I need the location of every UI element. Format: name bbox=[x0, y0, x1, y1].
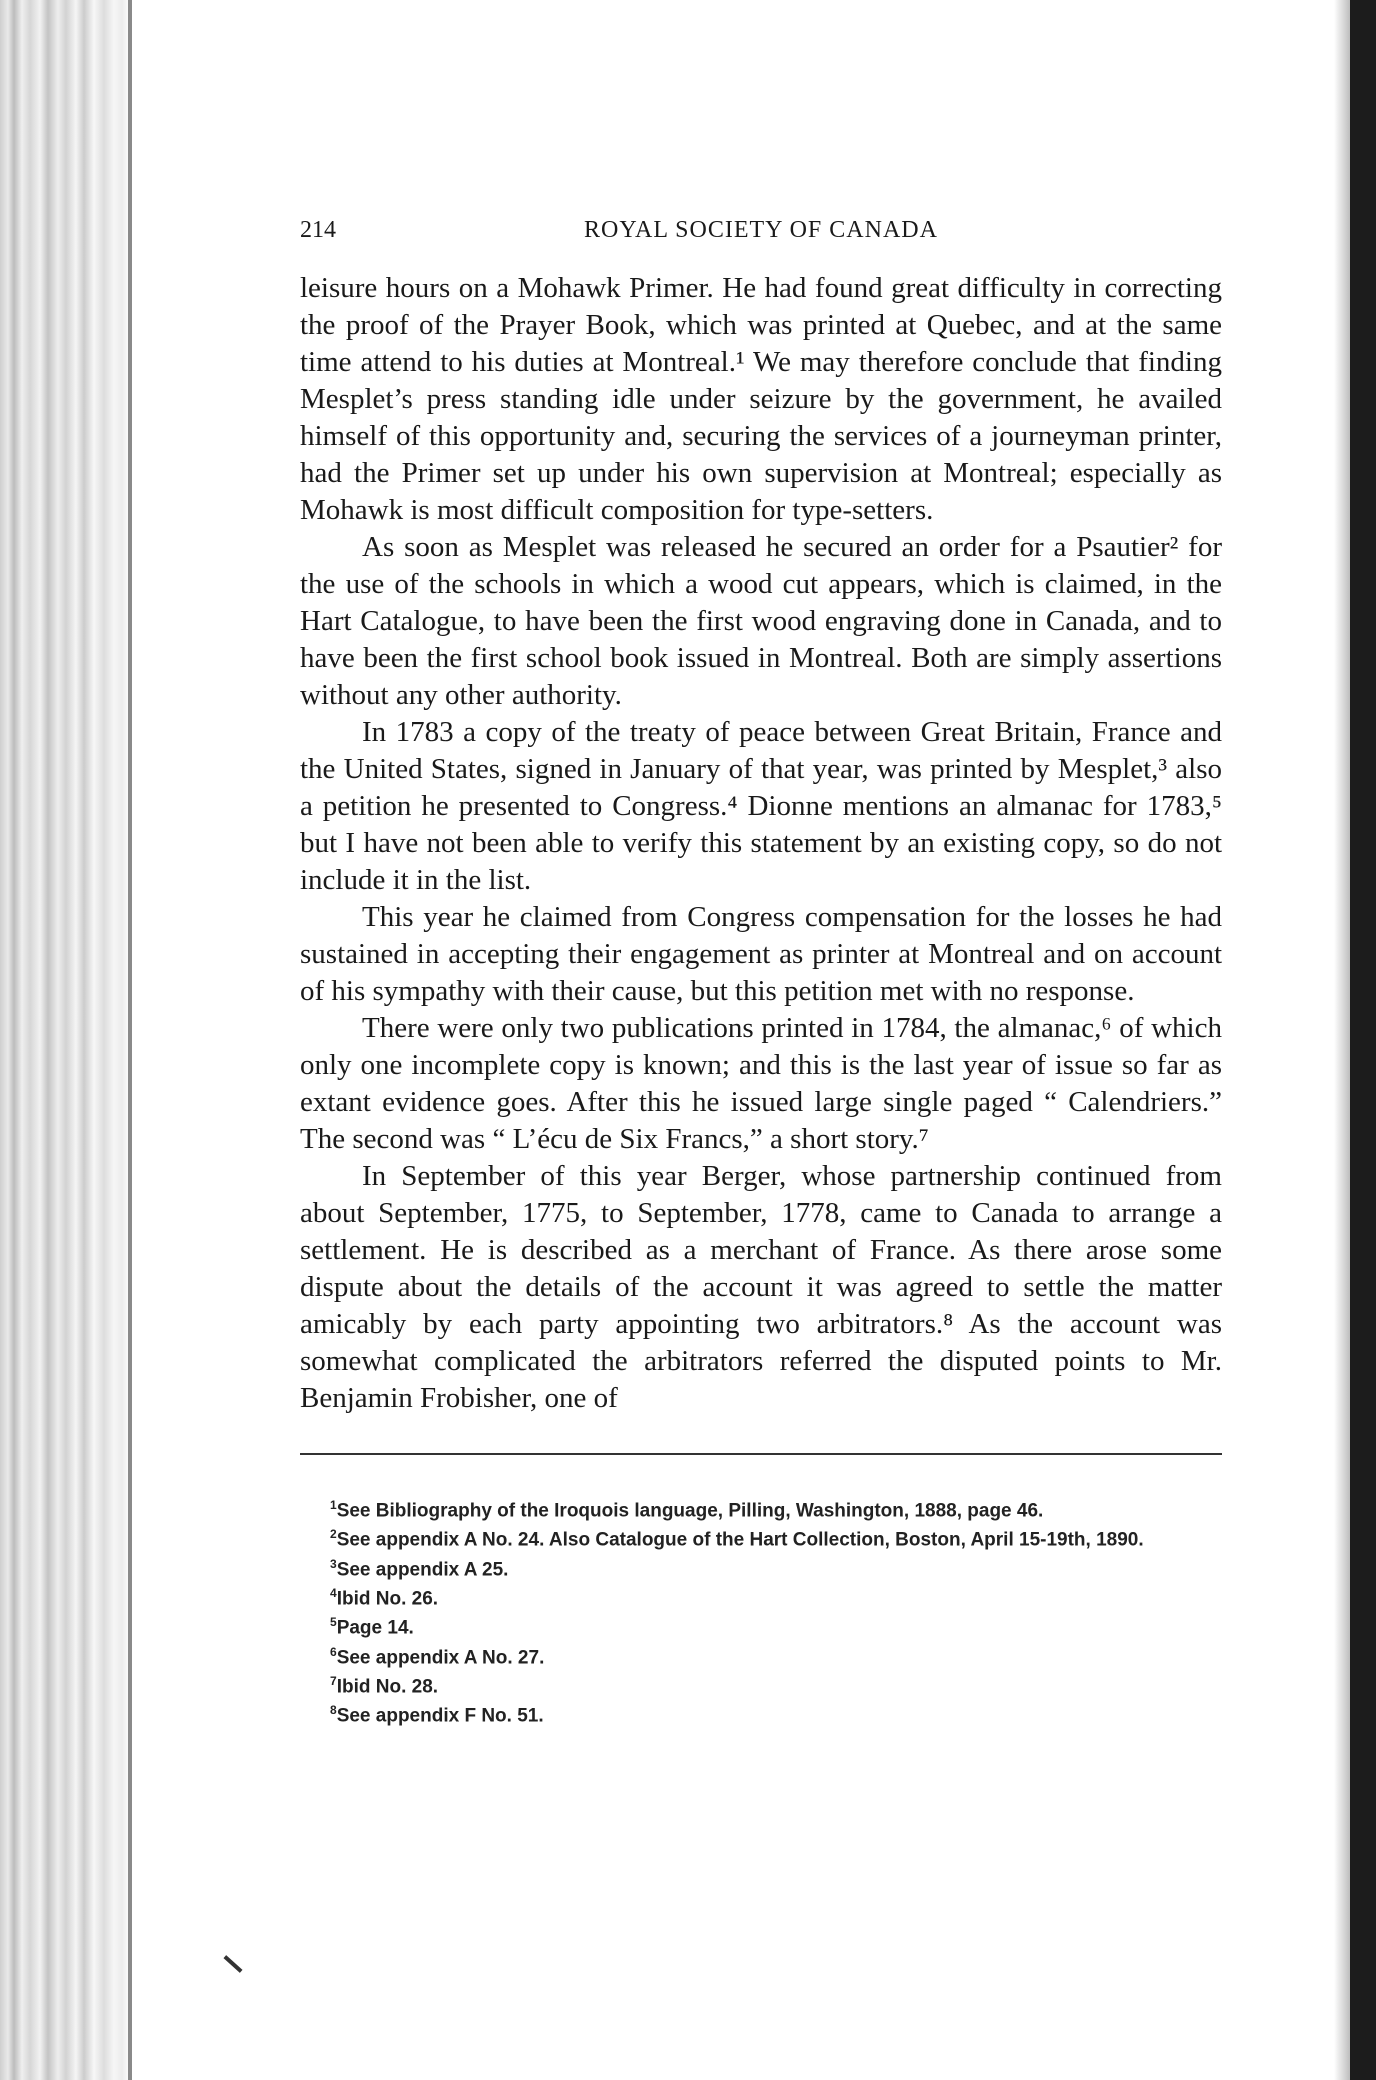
footnote-mark: 3 bbox=[330, 1556, 337, 1571]
footnote-text: See appendix A No. 27. bbox=[336, 1646, 545, 1668]
footnote-mark: 4 bbox=[330, 1585, 337, 1600]
footnote-text: Ibid No. 26. bbox=[336, 1588, 439, 1610]
footnote-5 bbox=[300, 1612, 1222, 1638]
page-right-shadow bbox=[1334, 0, 1350, 2080]
footnote-text: See Bibliography of the Iroquois language, Pilling, Washington, 1888, page 46. bbox=[336, 1500, 1044, 1522]
microfilm-right-edge bbox=[1350, 0, 1376, 2080]
footnote-text: See appendix A 25. bbox=[336, 1558, 509, 1580]
footnote-text: Page 14. bbox=[336, 1617, 414, 1639]
footnotes bbox=[300, 1495, 1222, 1727]
film-scratch-mark bbox=[223, 1955, 242, 1973]
footnote-text: See appendix A No. 24. Also Catalogue of the Hart Collection, Boston, April 15-19th, 1890. bbox=[336, 1529, 1144, 1551]
paragraph-5: There were only two publications printed in 1784, the almanac,⁶ of which only one incomplete copy is known; and this is the last year of issue so far as extant evidence goes. After this he issued large single paged “ Calendriers.” The second was “ L’écu de Six Francs,” a short story.⁷ bbox=[300, 1012, 1222, 1155]
footnote-text: See appendix F No. 51. bbox=[336, 1705, 544, 1727]
body-text bbox=[300, 270, 1222, 1417]
footnote-mark: 8 bbox=[330, 1703, 337, 1718]
footnote-mark: 6 bbox=[330, 1644, 337, 1659]
footnote-4 bbox=[300, 1583, 1222, 1609]
page-gutter bbox=[128, 0, 132, 2080]
footnote-8 bbox=[300, 1700, 1222, 1726]
footnote-mark: 7 bbox=[330, 1673, 337, 1688]
footnote-6 bbox=[300, 1642, 1222, 1668]
footnote-mark: 5 bbox=[330, 1615, 337, 1630]
footnote-divider bbox=[300, 1453, 1222, 1455]
paragraph-6: In September of this year Berger, whose partnership continued from about September, 1775, to September, 1778, came to Canada to arrange a settlement. He is described as a merchant of France. As there arose some dispute about the details of the account it was agreed to settle the matter amicably by each party appointing two arbitrators.⁸ As the account was somewhat complicated the arbitrators referred the disputed points to Mr. Benjamin Frobisher, one of bbox=[300, 1160, 1222, 1414]
running-head-title: ROYAL SOCIETY OF CANADA bbox=[584, 217, 938, 243]
paragraph-4: This year he claimed from Congress compensation for the losses he had sustained in accepting their engagement as printer at Montreal and on account of his sympathy with their cause, but this petition met with no response. bbox=[300, 901, 1222, 1007]
microfilm-left-edge bbox=[0, 0, 130, 2080]
footnote-mark: 1 bbox=[330, 1498, 337, 1512]
page-number: 214 bbox=[300, 217, 336, 243]
footnote-mark: 2 bbox=[330, 1527, 337, 1542]
footnote-text: Ibid No. 28. bbox=[336, 1676, 439, 1698]
book-page bbox=[300, 210, 1222, 1730]
footnote-3 bbox=[300, 1554, 1222, 1580]
running-head bbox=[300, 210, 1222, 250]
paragraph-3: In 1783 a copy of the treaty of peace between Great Britain, France and the United States, signed in January of that year, was printed by Mesplet,³ also a petition he presented to Congress.⁴ Dionne mentions an almanac for 1783,⁵ but I have not been able to verify this statement by an existing copy, so do not include it in the list. bbox=[300, 716, 1222, 896]
footnote-7 bbox=[300, 1671, 1222, 1697]
paragraph-1: leisure hours on a Mohawk Primer. He had found great difficulty in correcting the proof of the Prayer Book, which was printed at Quebec, and at the same time attend to his duties at Montreal.¹ We may therefore conclude that finding Mesplet’s press standing idle under seizure by the government, he availed himself of this opportunity and, securing the services of a journeyman printer, had the Primer set up under his own supervision at Montreal; especially as Mohawk is most difficult composition for type-setters. bbox=[300, 272, 1222, 526]
footnote-2 bbox=[300, 1524, 1222, 1550]
footnote-1 bbox=[300, 1495, 1222, 1521]
paragraph-2: As soon as Mesplet was released he secured an order for a Psautier² for the use of the schools in which a wood cut appears, which is claimed, in the Hart Catalogue, to have been the first wood engraving done in Canada, and to have been the first school book issued in Montreal. Both are simply assertions without any other authority. bbox=[300, 531, 1222, 711]
